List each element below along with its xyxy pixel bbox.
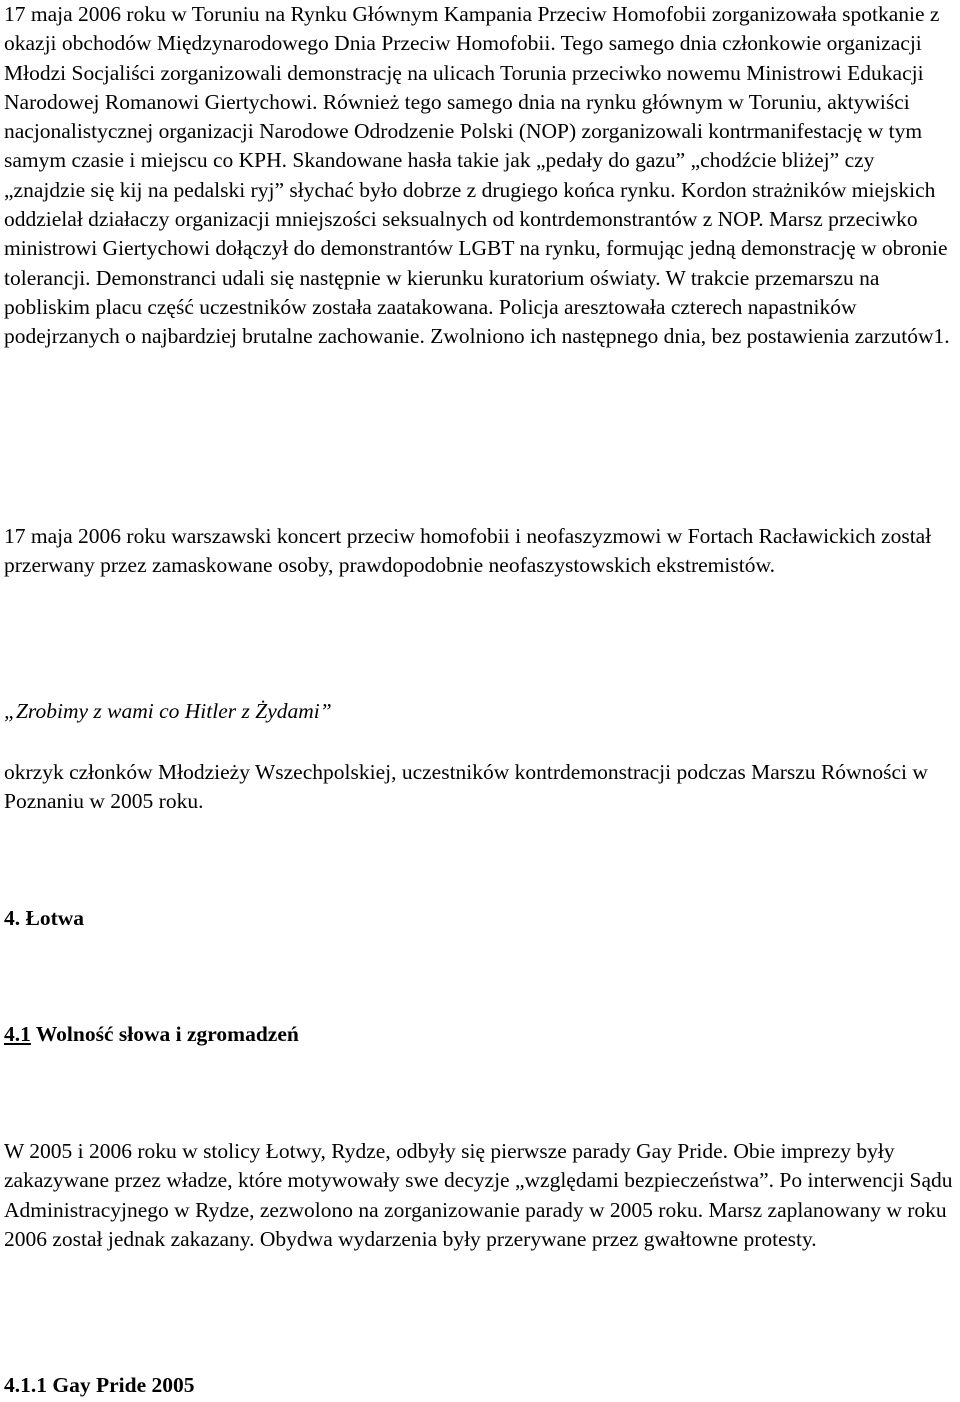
heading-latvia: 4. Łotwa	[4, 906, 85, 930]
quote-attribution: okrzyk członków Młodzieży Wszechpolskiej, uczestników kontrdemonstracji podczas Marszu Równości w Poznaniu w 2005 roku.	[4, 760, 928, 814]
heading-freedom-of-speech	[4, 1020, 299, 1049]
quote-text: „Zrobimy z wami co Hitler z Żydami”	[4, 699, 332, 723]
heading-number: 4.1	[4, 1022, 31, 1046]
paragraph-warsaw-concert: 17 maja 2006 roku warszawski koncert przeciw homofobii i neofaszyzmowi w Fortach Racławickich został przerwany przez zamaskowane osoby, prawdopodobnie neofaszystowskich ekstremistów.	[4, 524, 932, 578]
paragraph-riga-pride: W 2005 i 2006 roku w stolicy Łotwy, Rydze, odbyły się pierwsze parady Gay Pride. Obie imprezy były zakazywane przez władze, które motywowały swe decyzje „względami bezpieczeństwa”. Po interwencji Sądu Administracyjnego w Rydze, zezwolono na zorganizowanie parady w 2005 roku. Marsz zaplanowany w roku 2006 został jednak zakazany. Obydwa wydarzenia były przerywane przez gwałtowne protesty.	[4, 1139, 953, 1251]
heading-title: Wolność słowa i zgromadzeń	[30, 1022, 299, 1046]
paragraph-torun-events: 17 maja 2006 roku w Toruniu na Rynku Głównym Kampania Przeciw Homofobii zorganizowała spotkanie z okazji obchodów Międzynarodowego Dnia Przeciw Homofobii. Tego samego dnia członkowie organizacji Młodzi Socjaliści zorganizowali demonstrację na ulicach Torunia przeciwko nowemu Ministrowi Edukacji Narodowej Romanowi Giertychowi. Również tego samego dnia na rynku głównym w Toruniu, aktywiści nacjonalistycznej organizacji Narodowe Odrodzenie Polski (NOP) zorganizowali kontrmanifestację w tym samym czasie i miejscu co KPH. Skandowane hasła takie jak „pedały do gazu” „chodźcie bliżej” czy „znajdzie się kij na pedalski ryj” słychać było dobrze z drugiego końca rynku. Kordon strażników miejskich oddzielał działaczy organizacji mniejszości seksualnych od kontrdemonstrantów z NOP. Marsz przeciwko ministrowi Giertychowi dołączył do demonstrantów LGBT na rynku, formując jedną demonstrację w obronie tolerancji. Demonstranci udali się następnie w kierunku kuratorium oświaty. W trakcie przemarszu na pobliskim placu część uczestników została zaatakowana. Policja aresztowała czterech napastników podejrzanych o najbardziej brutalne zachowanie. Zwolniono ich następnego dnia, bez postawienia zarzutów1.	[4, 2, 950, 349]
heading-gay-pride-2005: 4.1.1 Gay Pride 2005	[4, 1373, 195, 1397]
